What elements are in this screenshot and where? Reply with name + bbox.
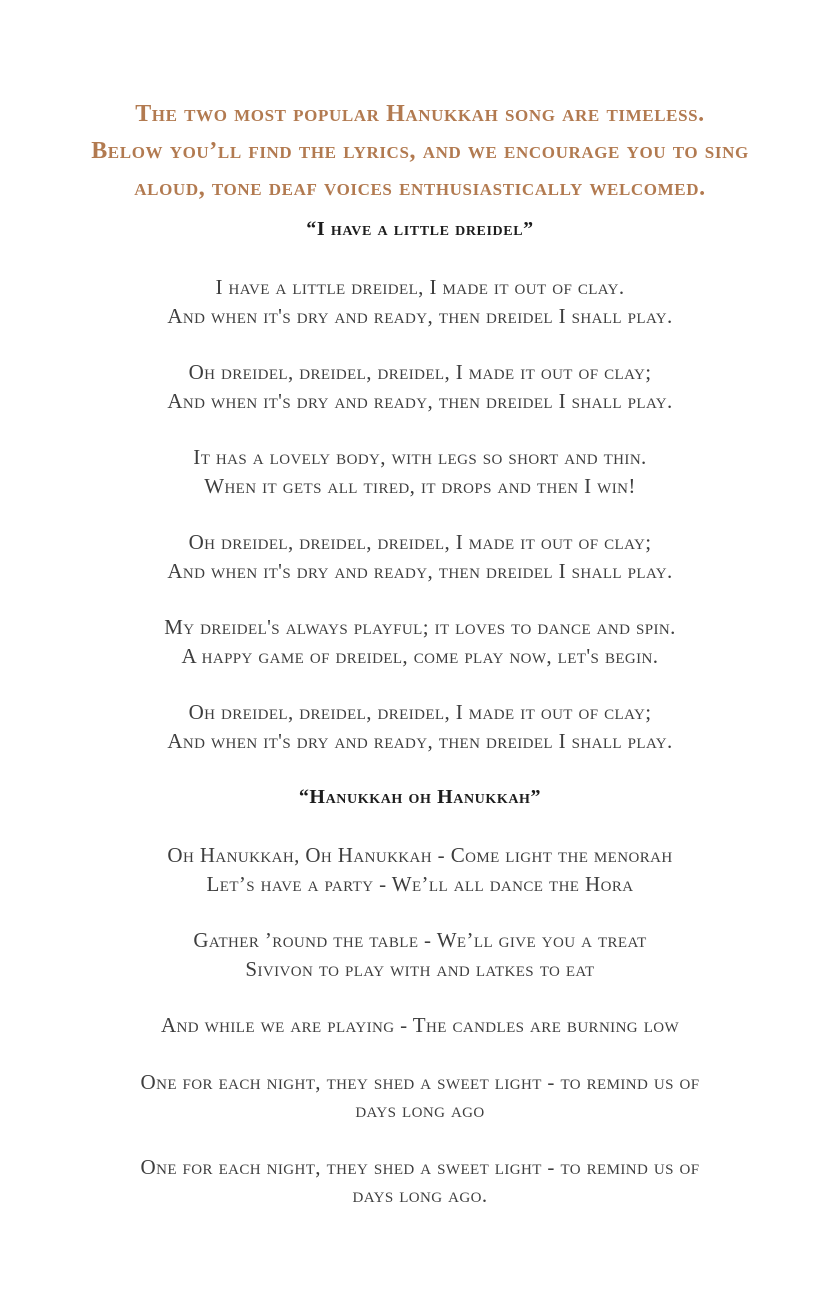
stanza <box>0 926 840 983</box>
lyric-line: It has a lovely body, with legs so short and thin. <box>193 445 647 469</box>
stanza <box>0 273 840 330</box>
lyric-line: Oh dreidel, dreidel, dreidel, I made it out of clay; <box>188 700 652 724</box>
lyric-line: Oh Hanukkah, Oh Hanukkah - Come light the menorah <box>167 843 673 867</box>
lyric-line: days long ago <box>355 1098 485 1122</box>
lyric-line: When it gets all tired, it drops and then I win! <box>204 473 636 498</box>
stanza <box>0 443 840 500</box>
lyric-line: Oh dreidel, dreidel, dreidel, I made it out of clay; <box>188 360 652 384</box>
lyric-line: And when it's dry and ready, then dreidel I shall play. <box>167 303 673 328</box>
stanza <box>0 698 840 755</box>
song-title: “Hanukkah oh Hanukkah” <box>298 786 542 808</box>
stanza <box>0 1068 840 1125</box>
lyric-line: Oh dreidel, dreidel, dreidel, I made it out of clay; <box>188 530 652 554</box>
lyric-line: days long ago. <box>352 1183 488 1207</box>
lyric-line: One for each night, they shed a sweet light - to remind us of <box>140 1069 700 1094</box>
intro-line: Below you’ll find the lyrics, and we encourage you to sing <box>91 138 749 164</box>
lyric-line: A happy game of dreidel, come play now, let's begin. <box>181 643 659 668</box>
stanza <box>0 358 840 415</box>
stanza <box>0 1153 840 1210</box>
song-title: “I have a little dreidel” <box>306 218 534 240</box>
lyric-line: Gather ’round the table - We’ll give you a treat <box>193 928 647 952</box>
intro-line: aloud, tone deaf voices enthusiastically welcomed. <box>134 175 706 201</box>
lyric-line: One for each night, they shed a sweet light - to remind us of <box>140 1154 700 1179</box>
lyric-line: Let’s have a party - We’ll all dance the Hora <box>206 871 634 896</box>
stanza <box>0 841 840 898</box>
lyric-line: And when it's dry and ready, then dreidel I shall play. <box>167 728 673 753</box>
lyric-line: My dreidel's always playful; it loves to dance and spin. <box>164 615 676 639</box>
lyric-line: I have a little dreidel, I made it out of clay. <box>215 275 625 299</box>
lyric-line: Sivivon to play with and latkes to eat <box>245 956 595 981</box>
intro-line: The two most popular Hanukkah song are timeless. <box>135 101 705 127</box>
stanza <box>0 613 840 670</box>
song-i-have-a-little-dreidel <box>0 215 840 755</box>
stanza <box>0 1011 840 1040</box>
lyric-line: And when it's dry and ready, then dreidel I shall play. <box>167 558 673 583</box>
lyric-line: And while we are playing - The candles are burning low <box>160 1013 680 1037</box>
intro-paragraph <box>0 96 840 207</box>
lyric-line: And when it's dry and ready, then dreidel I shall play. <box>167 388 673 413</box>
song-hanukkah-oh-hanukkah <box>0 783 840 1210</box>
stanza <box>0 528 840 585</box>
